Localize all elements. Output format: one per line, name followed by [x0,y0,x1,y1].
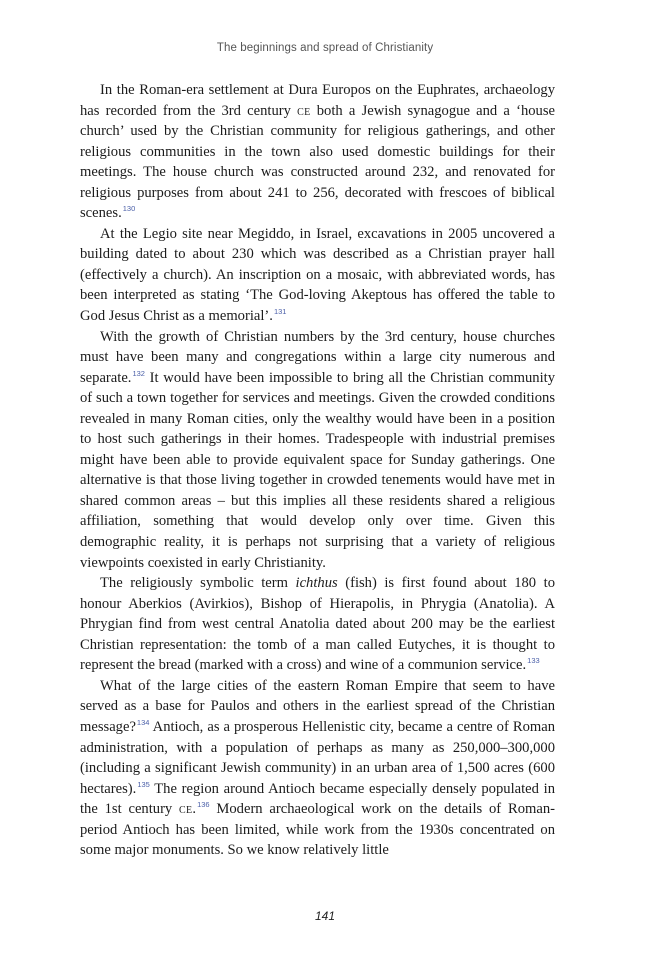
era-abbreviation: ce [179,801,193,818]
paragraph-antioch: What of the large cities of the eastern Roman Empire that seem to have served as a base for Paulos and others in the earliest spread of the Christian message?$^{134}$ Antioch, as a prosperous Hellenistic city, became a centre of Roman administration, with a population of perhaps as many as 250,000–300,000 (including a significant Jewish community) in an urban area of 1,500 acres (600 hectares).$^{135}$ The region around Antioch became especially densely populated in the 1st century ce.$^{136}$ Modern archaeological work on the details of Roman-period Antioch has been limited, while work from the 1930s concentrated on some major monuments. So we know relatively little [80,677,555,859]
paragraph-ichthus: The religiously symbolic term ichthus (fish) is first found about 180 to honour Aberkios (Avirkios), Bishop of Hierapolis, in Phrygia (Anatolia). A Phrygian find from west central Anatolia dated about 200 may be the earliest Christian representation: the tomb of a man called Eutyches, it is thought to represent the bread (marked with a cross) and wine of a communion service.$^{133}$ [80,575,555,674]
body-text [80,80,555,861]
footnote-ref[interactable]: 130 [122,204,136,214]
running-head: The beginnings and spread of Christianity [216,42,434,54]
page-number: 141 [314,909,336,923]
footnote-ref[interactable]: 132 [132,368,145,378]
footnote-ref[interactable]: 133 [527,656,540,666]
paragraph-legio: At the Legio site near Megiddo, in Israel, excavations in 2005 uncovered a building dated to about 230 which was described as a Christian prayer hall (effectively a church). An inscription on a mosaic, with abbreviated words, has been interpreted as stating ‘The God-loving Akeptous has offered the table to God Jesus Christ as a memorial’.$^{131}$ [80,225,555,325]
footnote-ref[interactable]: 136 [197,800,210,810]
paragraph-dura-europos: In the Roman-era settlement at Dura Europos on the Euphrates, archaeology has recorded from the 3rd century ce both a Jewish synagogue and a ‘house church’ used by the Christian community for religious gatherings, and other religious communities in the town also used domestic buildings for their meetings. The house church was constructed around 232, and renovated for religious purposes from about 241 to 256, decorated with frescoes of biblical scenes.$^{130}$ [80,82,555,222]
footnote-ref[interactable]: 135 [137,779,150,789]
paragraph-house-churches: With the growth of Christian numbers by the 3rd century, house churches must have been many and congregations within a large city numerous and separate.$^{132}$ It would have been impossible to bring all the Christian community of such a town together for services and meetings. Given the crowded conditions revealed in many Roman cities, only the wealthy would have been in a position to host such gatherings in their homes. Tradespeople with industrial premises might have been able to provide equivalent space for Sunday gatherings. One alternative is that those living together in crowded tenements would have met in shared common areas – but this implies all these residents shared a religious affiliation, something that would develop only over time. Given this demographic reality, it is perhaps not surprising that a variety of religious viewpoints coexisted in early Christianity. [80,328,555,571]
era-abbreviation: ce [297,102,311,119]
footnote-ref[interactable]: 134 [136,717,150,727]
footnote-ref[interactable]: 131 [273,307,287,317]
italic-term: ichthus [295,575,338,592]
